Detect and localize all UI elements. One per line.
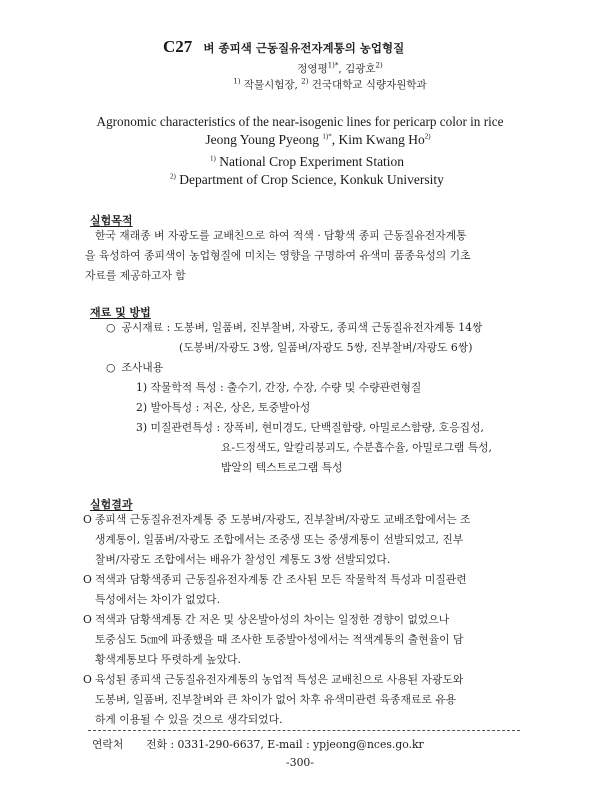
authors-ko <box>40 61 600 76</box>
affiliation-ko <box>30 77 600 92</box>
section-heading-results: 실험결과 <box>90 498 133 511</box>
circle-bullet-icon: O <box>83 573 92 586</box>
result-item-1-line-1 <box>83 510 470 531</box>
result-item-4-line-1 <box>83 670 463 691</box>
purpose-line-3: 자료를 제공하고자 함 <box>85 269 186 282</box>
result-item-1-line-2: 생계통이, 일품벼/자광도 조합에서는 조중생 또는 중생계통이 선발되었고, 진부 <box>95 533 464 546</box>
page-number: -300- <box>286 756 314 769</box>
result-item-4-line-3: 하게 이용될 수 있을 것으로 생각되었다. <box>95 713 283 726</box>
author-ko-1-mark: 1)* <box>327 61 339 70</box>
contact-details: 전화 : 0331-290-6637, E-mail : ypjeong@nces.go.kr <box>146 738 424 751</box>
circle-bullet-icon: ○ <box>106 321 116 334</box>
paper-title-ko-line <box>163 37 404 57</box>
circle-bullet-icon: O <box>83 513 92 526</box>
affil-ko-1: 작물시험장, <box>240 79 302 91</box>
affil-en-1-mark: 1) <box>210 154 216 163</box>
result-item-4-line-2: 도봉벼, 일품벼, 진부찰벼와 큰 차이가 없어 차후 유색미관련 육종재료로 유용 <box>95 693 457 706</box>
footer-divider <box>88 730 520 731</box>
circle-bullet-icon: O <box>83 613 92 626</box>
author-en-1: Jeong Young Pyeong <box>205 132 323 147</box>
author-en-2-mark: 2) <box>424 132 431 141</box>
result-item-2-line-1 <box>83 570 467 591</box>
purpose-line-2: 을 육성하여 종피색이 농업형질에 미치는 영향을 구명하여 유색미 품종육성의 기초 <box>85 249 471 262</box>
circle-bullet-icon: ○ <box>106 361 116 374</box>
authors-en <box>18 132 600 148</box>
methods-sub-2: 2) 발아특성 : 저온, 상온, 토중발아성 <box>136 401 311 414</box>
contact-label: 연락처 <box>92 738 124 751</box>
affiliation-en-2 <box>170 172 444 188</box>
paper-title-ko: 벼 종피색 근동질유전자계통의 농업형질 <box>203 41 405 55</box>
affil-en-2-mark: 2) <box>170 172 176 181</box>
result-item-1-text-1: 종피색 근동질유전자계통 중 도봉벼/자광도, 진부찰벼/자광도 교배조합에서는 조 <box>95 513 471 526</box>
result-item-3-text-1: 적색과 담황색계통 간 저온 및 상온발아성의 차이는 일정한 경향이 없었으나 <box>95 613 450 626</box>
section-heading-methods: 재료 및 방법 <box>90 306 151 319</box>
affil-ko-1-mark: 1) <box>233 77 241 86</box>
methods-sub-3: 3) 미질관련특성 : 장폭비, 현미경도, 단백질함량, 아밀로스함량, 호응집성, <box>136 421 484 434</box>
methods-item-1-cont: (도봉벼/자광도 3쌍, 일품벼/자광도 5쌍, 진부찰벼/자광도 6쌍) <box>179 341 473 354</box>
affil-ko-2: 건국대학교 식량자원학과 <box>308 79 427 91</box>
methods-item-1-text: 공시재료 : 도봉벼, 일품벼, 진부찰벼, 자광도, 종피색 근동질유전자계통 14쌍 <box>121 321 483 334</box>
result-item-3-line-1 <box>83 610 449 631</box>
result-item-3-line-2: 토중심도 5㎝에 파종했을 때 조사한 토중발아성에서는 적색계통의 출현율이 담 <box>95 633 464 646</box>
author-ko-1: 정영평 <box>297 63 328 75</box>
affil-en-1-text: National Crop Experiment Station <box>215 154 405 169</box>
methods-sub-3-cont-1: 요-드정색도, 알칼리붕괴도, 수분흡수율, 아밀로그램 특성, <box>221 441 492 454</box>
affil-en-2-text: Department of Crop Science, Konkuk University <box>175 172 444 187</box>
result-item-3-line-3: 황색계통보다 뚜렷하게 높았다. <box>95 653 241 666</box>
circle-bullet-icon: O <box>83 673 92 686</box>
affiliation-en-1 <box>210 154 404 170</box>
methods-item-1 <box>106 318 482 339</box>
methods-sub-1: 1) 작물학적 특성 : 출수기, 간장, 수장, 수량 및 수량관련형질 <box>136 381 422 394</box>
result-item-4-text-1: 육성된 종피색 근동질유전자계통의 농업적 특성은 교배친으로 사용된 자광도와 <box>95 673 464 686</box>
author-en-1-mark: 1)* <box>322 132 332 141</box>
affil-ko-2-mark: 2) <box>301 77 309 86</box>
author-ko-2: , 김광호 <box>338 63 376 75</box>
author-ko-2-mark: 2) <box>375 61 383 70</box>
section-heading-purpose: 실험목적 <box>90 214 133 227</box>
methods-item-2 <box>106 358 163 379</box>
methods-item-2-text: 조사내용 <box>121 361 164 374</box>
paper-code: C27 <box>163 37 193 56</box>
result-item-2-text-1: 적색과 담황색종피 근동질유전자계통 간 조사된 모든 작물학적 특성과 미질관련 <box>95 573 467 586</box>
purpose-line-1: 한국 재래종 벼 자광도를 교배친으로 하여 적색 · 담황색 종피 근동질유전자계통 <box>95 229 467 242</box>
result-item-1-line-3: 찰벼/자광도 조합에서는 배유가 찰성인 계통도 3쌍 선발되었다. <box>95 553 391 566</box>
result-item-2-line-2: 특성에서는 차이가 없었다. <box>95 593 221 606</box>
methods-sub-3-cont-2: 밥알의 텍스트로그램 특성 <box>221 461 343 474</box>
author-en-2: , Kim Kwang Ho <box>331 132 425 147</box>
paper-title-en: Agronomic characteristics of the near-isogenic lines for pericarp color in rice <box>96 114 504 129</box>
